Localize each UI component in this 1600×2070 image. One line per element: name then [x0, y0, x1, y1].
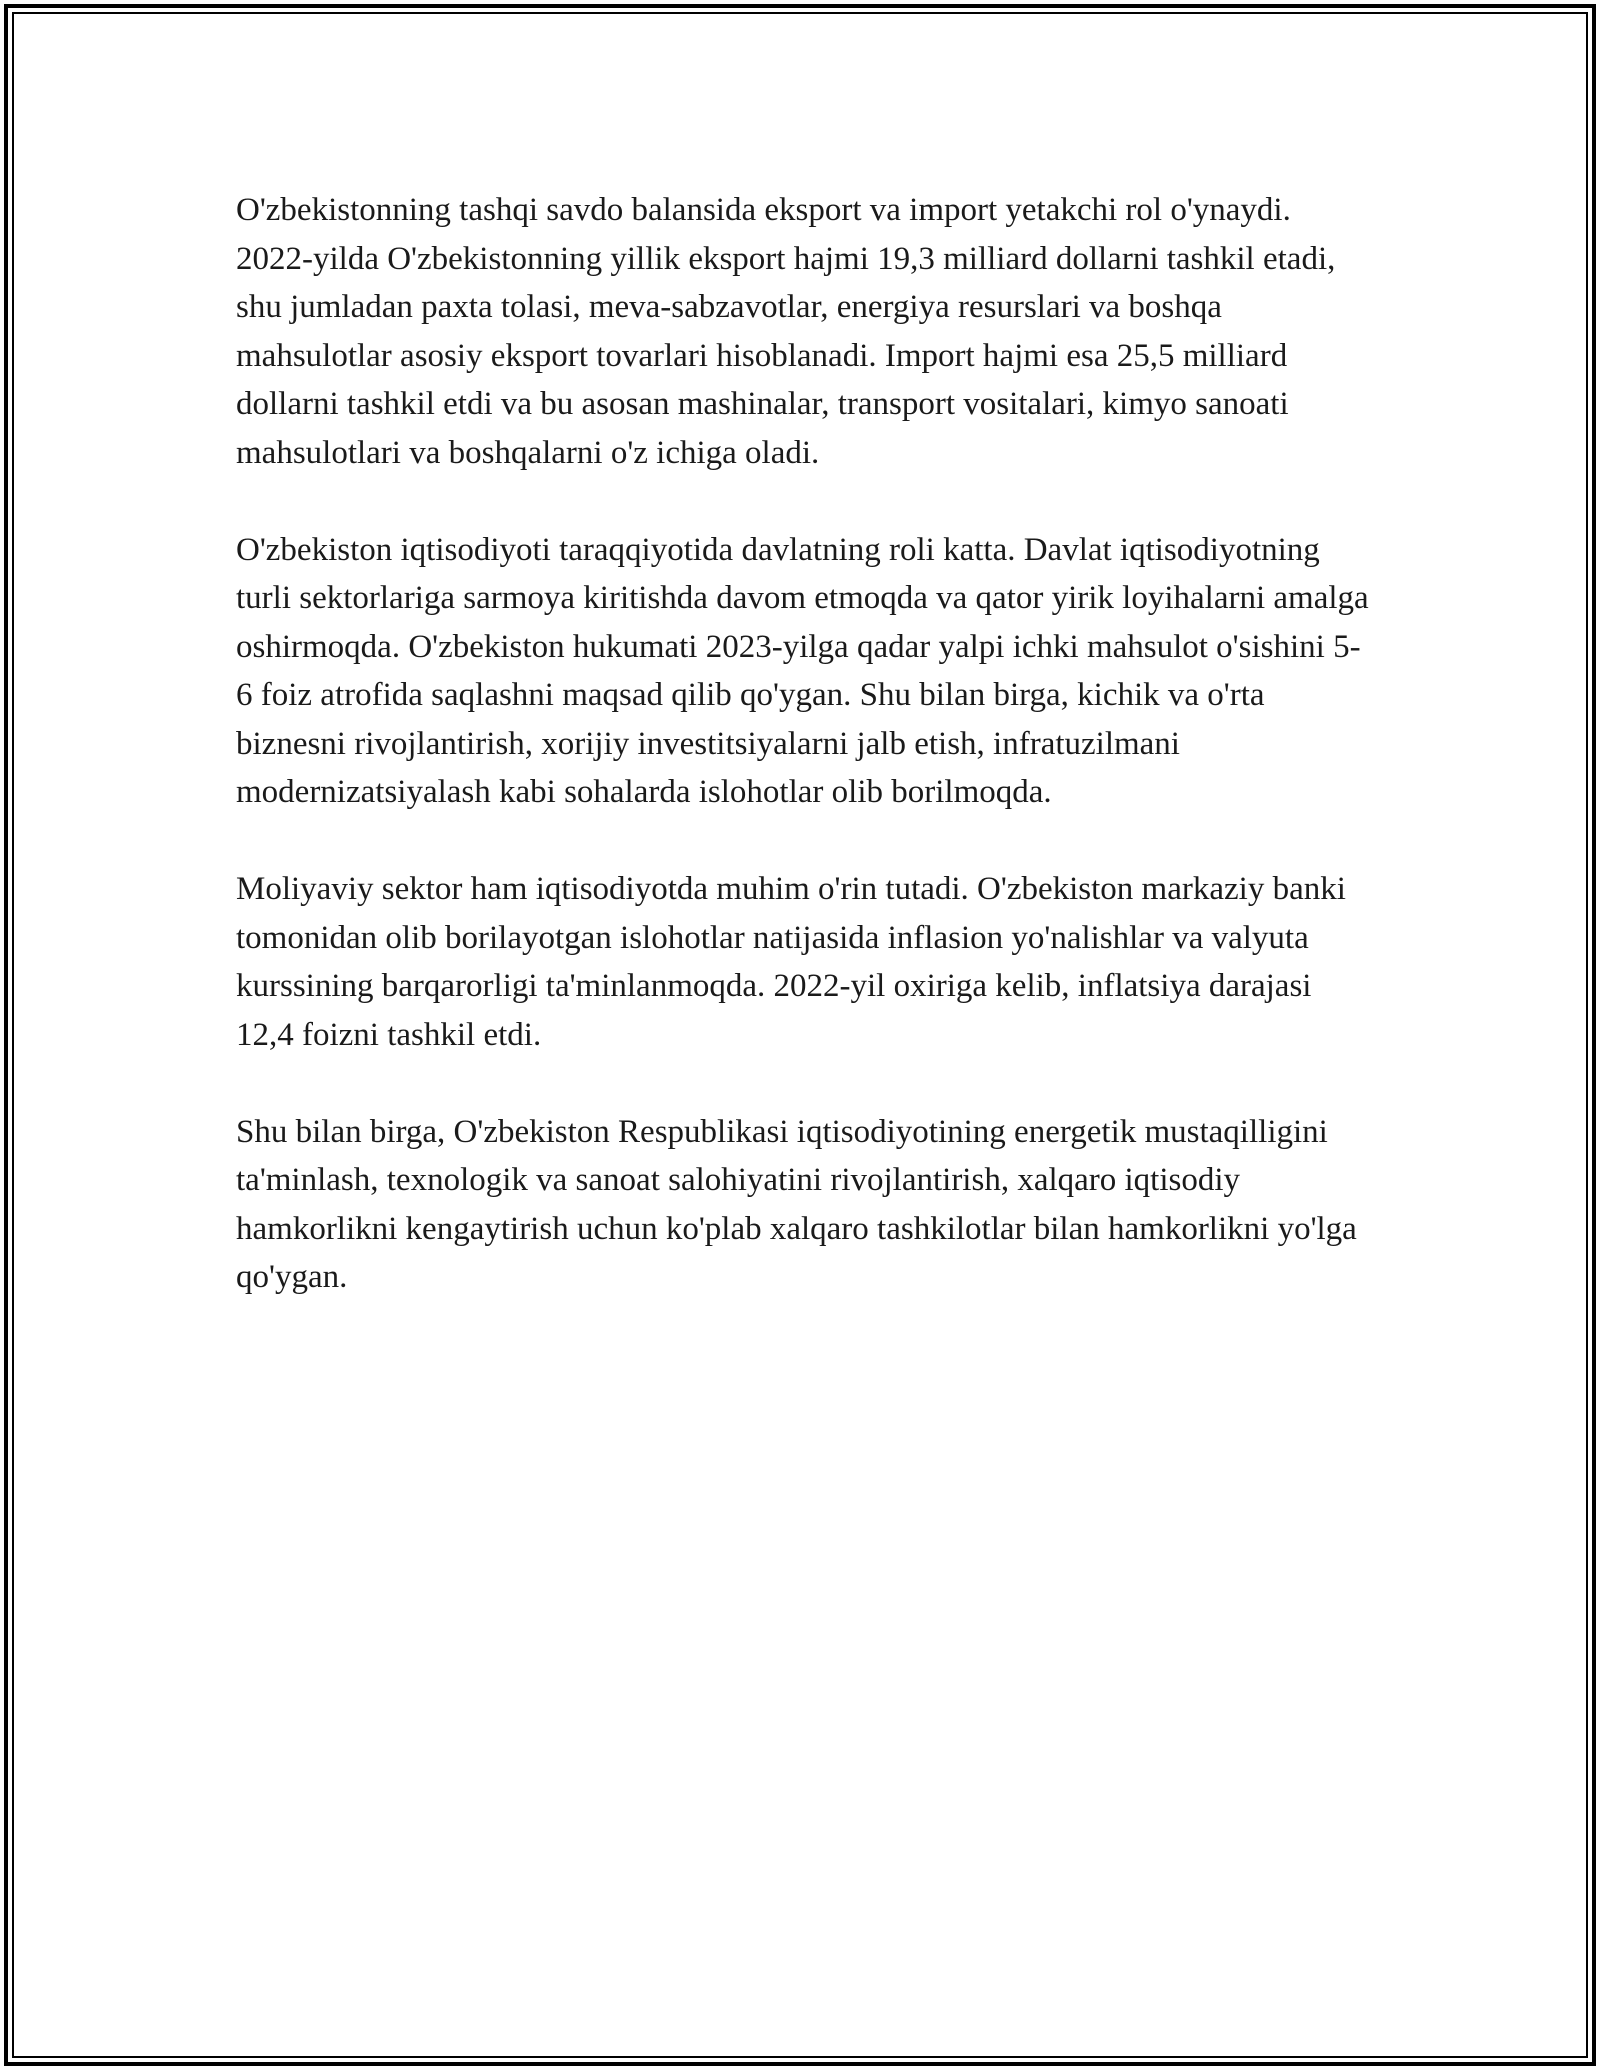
- document-body: [236, 186, 1376, 1350]
- paragraph-financial-sector: Moliyaviy sektor ham iqtisodiyotda muhim o'rin tutadi. O'zbekiston markaziy banki tomonidan olib borilayotgan islohotlar natijasida inflasion yo'nalishlar va valyuta kurssining barqarorligi ta'minlanmoqda. 2022-yil oxiriga kelib, inflatsiya darajasi 12,4 foizni tashkil etdi.: [236, 871, 1346, 1053]
- paragraph-state-role: O'zbekiston iqtisodiyoti taraqqiyotida davlatning roli katta. Davlat iqtisodiyotning turli sektorlariga sarmoya kiritishda davom etmoqda va qator yirik loyihalarni amalga oshirmoqda. O'zbekiston hukumati 2023-yilga qadar yalpi ichki mahsulot o'sishini 5-6 foiz atrofida saqlashni maqsad qilib qo'ygan. Shu bilan birga, kichik va o'rta biznesni rivojlantirish, xorijiy investitsiyalarni jalb etish, infratuzilmani modernizatsiyalash kabi sohalarda islohotlar olib borilmoqda.: [236, 531, 1369, 810]
- paragraph-trade-balance: O'zbekistonning tashqi savdo balansida eksport va import yetakchi rol o'ynaydi. 2022-yilda O'zbekistonning yillik eksport hajmi 19,3 milliard dollarni tashkil etadi, shu jumladan paxta tolasi, meva-sabzavotlar, energiya resurslari va boshqa mahsulotlar asosiy eksport tovarlari hisoblanadi. Import hajmi esa 25,5 milliard dollarni tashkil etdi va bu asosan mashinalar, transport vositalari, kimyo sanoati mahsulotlari va boshqalarni o'z ichiga oladi.: [236, 192, 1336, 471]
- paragraph-energy-independence: Shu bilan birga, O'zbekiston Respublikasi iqtisodiyotining energetik mustaqilligini ta'minlash, texnologik va sanoat salohiyatini rivojlantirish, xalqaro iqtisodiy hamkorlikni kengaytirish uchun ko'plab xalqaro tashkilotlar bilan hamkorlikni yo'lga qo'ygan.: [236, 1113, 1357, 1295]
